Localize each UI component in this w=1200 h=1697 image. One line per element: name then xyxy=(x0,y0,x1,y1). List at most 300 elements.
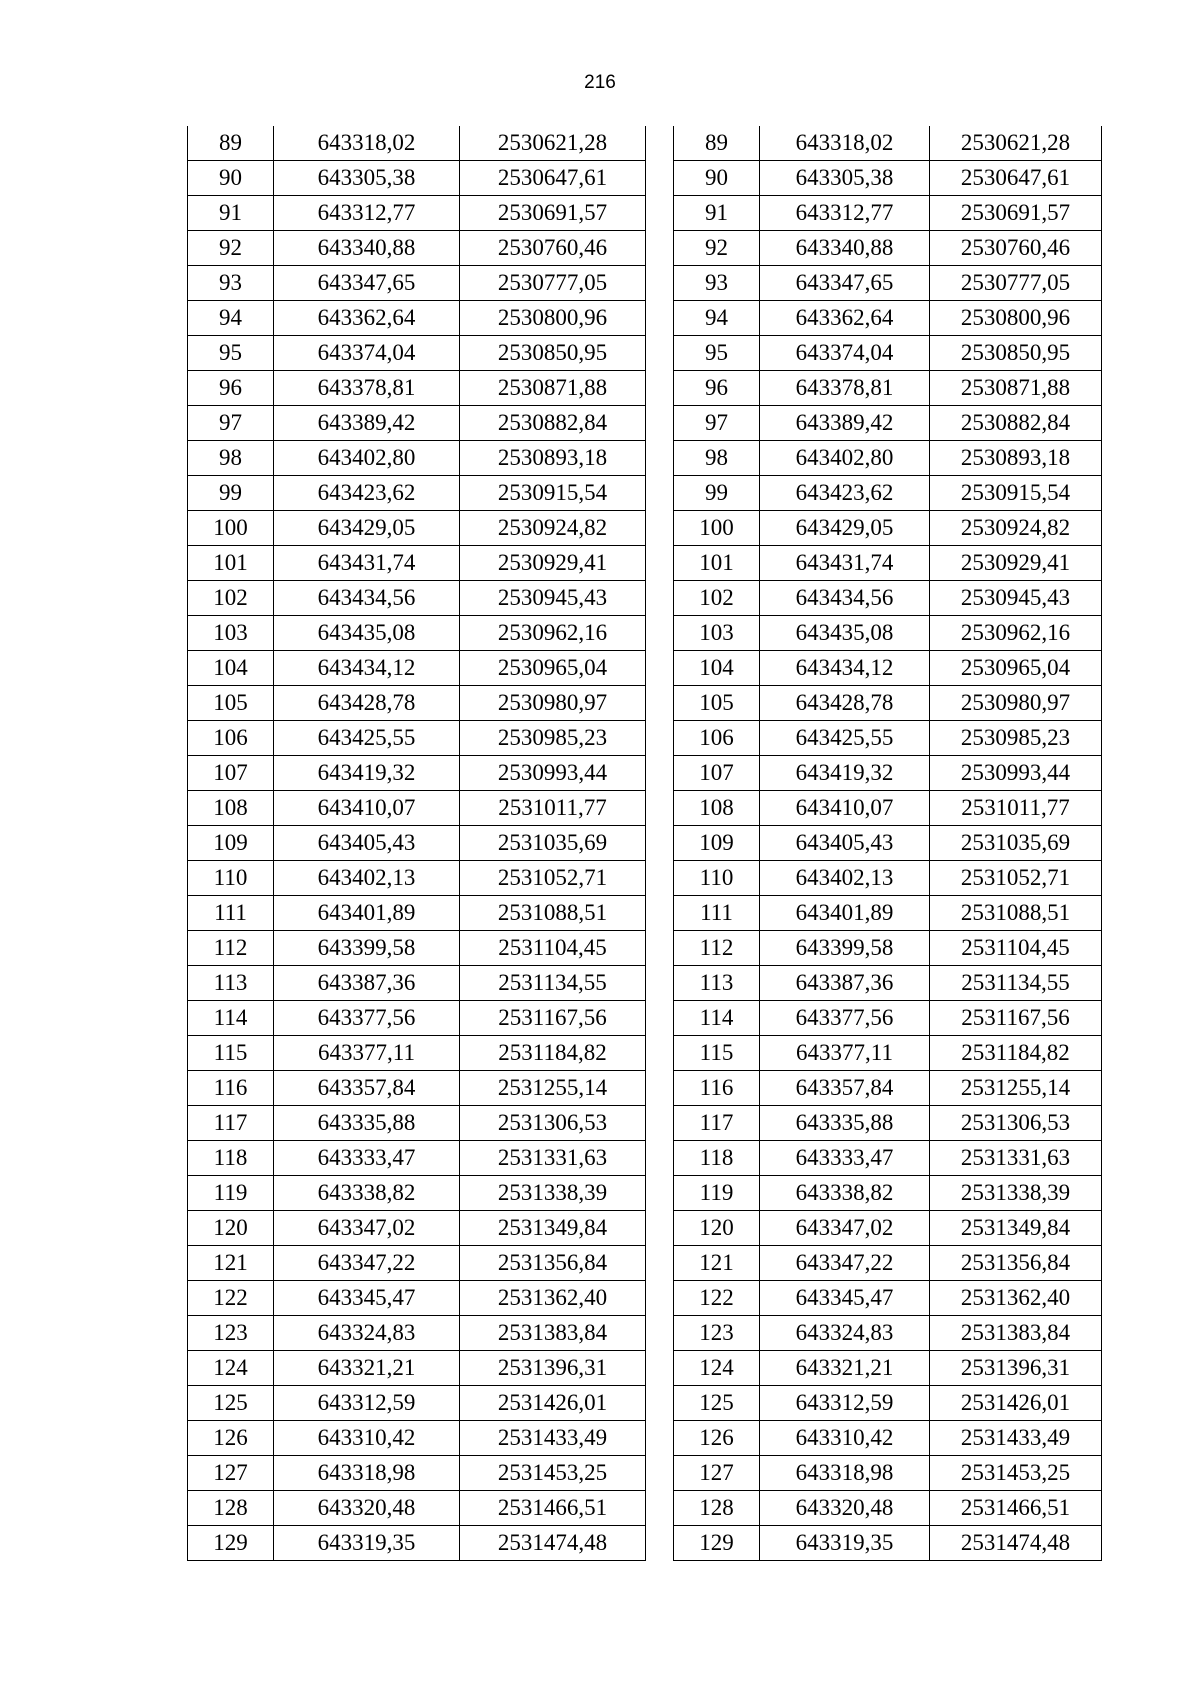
x-coordinate-cell: 643362,64 xyxy=(760,301,930,336)
point-number-cell: 93 xyxy=(674,266,760,301)
point-number-cell: 104 xyxy=(674,651,760,686)
table-row xyxy=(188,651,646,686)
table-row xyxy=(674,756,1102,791)
table-row xyxy=(674,1281,1102,1316)
y-coordinate-cell: 2531426,01 xyxy=(930,1386,1102,1421)
x-coordinate-cell: 643374,04 xyxy=(760,336,930,371)
table-row xyxy=(188,126,646,161)
point-number-cell: 123 xyxy=(674,1316,760,1351)
table-row xyxy=(188,476,646,511)
point-number-cell: 127 xyxy=(188,1456,274,1491)
point-number-cell: 108 xyxy=(188,791,274,826)
y-coordinate-cell: 2530871,88 xyxy=(930,371,1102,406)
y-coordinate-cell: 2531011,77 xyxy=(930,791,1102,826)
y-coordinate-cell: 2530621,28 xyxy=(930,126,1102,161)
point-number-cell: 103 xyxy=(674,616,760,651)
x-coordinate-cell: 643405,43 xyxy=(274,826,460,861)
y-coordinate-cell: 2531255,14 xyxy=(930,1071,1102,1106)
x-coordinate-cell: 643333,47 xyxy=(274,1141,460,1176)
y-coordinate-cell: 2530929,41 xyxy=(460,546,646,581)
table-row xyxy=(188,1246,646,1281)
table-row xyxy=(674,1386,1102,1421)
x-coordinate-cell: 643305,38 xyxy=(274,161,460,196)
table-row xyxy=(188,301,646,336)
table-row xyxy=(188,1351,646,1386)
table-row xyxy=(674,826,1102,861)
point-number-cell: 112 xyxy=(674,931,760,966)
y-coordinate-cell: 2531306,53 xyxy=(930,1106,1102,1141)
y-coordinate-cell: 2530924,82 xyxy=(460,511,646,546)
table-row xyxy=(674,861,1102,896)
table-row xyxy=(188,161,646,196)
x-coordinate-cell: 643431,74 xyxy=(274,546,460,581)
y-coordinate-cell: 2531338,39 xyxy=(460,1176,646,1211)
x-coordinate-cell: 643401,89 xyxy=(760,896,930,931)
point-number-cell: 119 xyxy=(674,1176,760,1211)
point-number-cell: 120 xyxy=(188,1211,274,1246)
y-coordinate-cell: 2530945,43 xyxy=(930,581,1102,616)
x-coordinate-cell: 643428,78 xyxy=(760,686,930,721)
table-row xyxy=(188,1491,646,1526)
x-coordinate-cell: 643321,21 xyxy=(760,1351,930,1386)
table-row xyxy=(188,1141,646,1176)
table-row xyxy=(188,1176,646,1211)
y-coordinate-cell: 2530800,96 xyxy=(930,301,1102,336)
y-coordinate-cell: 2530993,44 xyxy=(460,756,646,791)
y-coordinate-cell: 2530777,05 xyxy=(930,266,1102,301)
table-row xyxy=(674,231,1102,266)
point-number-cell: 111 xyxy=(188,896,274,931)
y-coordinate-cell: 2530915,54 xyxy=(460,476,646,511)
y-coordinate-cell: 2530993,44 xyxy=(930,756,1102,791)
y-coordinate-cell: 2530929,41 xyxy=(930,546,1102,581)
point-number-cell: 93 xyxy=(188,266,274,301)
y-coordinate-cell: 2530691,57 xyxy=(930,196,1102,231)
point-number-cell: 116 xyxy=(674,1071,760,1106)
y-coordinate-cell: 2531433,49 xyxy=(930,1421,1102,1456)
x-coordinate-cell: 643321,21 xyxy=(274,1351,460,1386)
x-coordinate-cell: 643387,36 xyxy=(274,966,460,1001)
table-row xyxy=(188,441,646,476)
point-number-cell: 127 xyxy=(674,1456,760,1491)
x-coordinate-cell: 643410,07 xyxy=(760,791,930,826)
y-coordinate-cell: 2531338,39 xyxy=(930,1176,1102,1211)
point-number-cell: 106 xyxy=(674,721,760,756)
y-coordinate-cell: 2531167,56 xyxy=(460,1001,646,1036)
x-coordinate-cell: 643405,43 xyxy=(760,826,930,861)
x-coordinate-cell: 643378,81 xyxy=(760,371,930,406)
table-row xyxy=(188,511,646,546)
page-number: 216 xyxy=(584,72,616,93)
y-coordinate-cell: 2531331,63 xyxy=(460,1141,646,1176)
y-coordinate-cell: 2531255,14 xyxy=(460,1071,646,1106)
point-number-cell: 114 xyxy=(674,1001,760,1036)
y-coordinate-cell: 2530882,84 xyxy=(930,406,1102,441)
x-coordinate-cell: 643402,80 xyxy=(274,441,460,476)
point-number-cell: 109 xyxy=(188,826,274,861)
table-row xyxy=(674,371,1102,406)
table-row xyxy=(674,1141,1102,1176)
point-number-cell: 107 xyxy=(674,756,760,791)
point-number-cell: 117 xyxy=(188,1106,274,1141)
x-coordinate-cell: 643377,11 xyxy=(760,1036,930,1071)
y-coordinate-cell: 2531331,63 xyxy=(930,1141,1102,1176)
x-coordinate-cell: 643340,88 xyxy=(760,231,930,266)
y-coordinate-cell: 2530800,96 xyxy=(460,301,646,336)
point-number-cell: 126 xyxy=(188,1421,274,1456)
point-number-cell: 90 xyxy=(674,161,760,196)
point-number-cell: 109 xyxy=(674,826,760,861)
table-row xyxy=(674,1491,1102,1526)
x-coordinate-cell: 643338,82 xyxy=(760,1176,930,1211)
y-coordinate-cell: 2531184,82 xyxy=(930,1036,1102,1071)
y-coordinate-cell: 2531466,51 xyxy=(930,1491,1102,1526)
table-row xyxy=(188,1316,646,1351)
x-coordinate-cell: 643319,35 xyxy=(274,1526,460,1561)
y-coordinate-cell: 2531474,48 xyxy=(930,1526,1102,1561)
y-coordinate-cell: 2530985,23 xyxy=(460,721,646,756)
point-number-cell: 128 xyxy=(188,1491,274,1526)
point-number-cell: 125 xyxy=(674,1386,760,1421)
point-number-cell: 102 xyxy=(188,581,274,616)
table-row xyxy=(188,1386,646,1421)
x-coordinate-cell: 643347,22 xyxy=(760,1246,930,1281)
table-row xyxy=(674,1176,1102,1211)
table-row xyxy=(674,616,1102,651)
table-row xyxy=(674,1211,1102,1246)
x-coordinate-cell: 643423,62 xyxy=(760,476,930,511)
point-number-cell: 118 xyxy=(674,1141,760,1176)
point-number-cell: 95 xyxy=(188,336,274,371)
table-row xyxy=(674,406,1102,441)
x-coordinate-cell: 643333,47 xyxy=(760,1141,930,1176)
table-row xyxy=(674,791,1102,826)
y-coordinate-cell: 2531362,40 xyxy=(460,1281,646,1316)
x-coordinate-cell: 643389,42 xyxy=(274,406,460,441)
x-coordinate-cell: 643324,83 xyxy=(274,1316,460,1351)
x-coordinate-cell: 643425,55 xyxy=(760,721,930,756)
table-row xyxy=(188,581,646,616)
point-number-cell: 96 xyxy=(188,371,274,406)
table-row xyxy=(674,1036,1102,1071)
y-coordinate-cell: 2531433,49 xyxy=(460,1421,646,1456)
x-coordinate-cell: 643401,89 xyxy=(274,896,460,931)
point-number-cell: 129 xyxy=(674,1526,760,1561)
point-number-cell: 91 xyxy=(674,196,760,231)
point-number-cell: 122 xyxy=(188,1281,274,1316)
table-row xyxy=(188,371,646,406)
y-coordinate-cell: 2531453,25 xyxy=(930,1456,1102,1491)
point-number-cell: 89 xyxy=(188,126,274,161)
table-row xyxy=(188,721,646,756)
table-row xyxy=(188,756,646,791)
y-coordinate-cell: 2530962,16 xyxy=(460,616,646,651)
x-coordinate-cell: 643419,32 xyxy=(760,756,930,791)
table-row xyxy=(674,161,1102,196)
x-coordinate-cell: 643318,98 xyxy=(274,1456,460,1491)
x-coordinate-cell: 643402,80 xyxy=(760,441,930,476)
x-coordinate-cell: 643429,05 xyxy=(274,511,460,546)
table-row xyxy=(188,1281,646,1316)
table-row xyxy=(674,1246,1102,1281)
table-row xyxy=(188,1211,646,1246)
table-row xyxy=(188,1526,646,1561)
y-coordinate-cell: 2530882,84 xyxy=(460,406,646,441)
x-coordinate-cell: 643377,56 xyxy=(760,1001,930,1036)
y-coordinate-cell: 2530850,95 xyxy=(460,336,646,371)
point-number-cell: 124 xyxy=(674,1351,760,1386)
y-coordinate-cell: 2530760,46 xyxy=(930,231,1102,266)
point-number-cell: 105 xyxy=(188,686,274,721)
point-number-cell: 116 xyxy=(188,1071,274,1106)
x-coordinate-cell: 643399,58 xyxy=(760,931,930,966)
table-row xyxy=(674,581,1102,616)
point-number-cell: 117 xyxy=(674,1106,760,1141)
point-number-cell: 118 xyxy=(188,1141,274,1176)
point-number-cell: 101 xyxy=(188,546,274,581)
table-row xyxy=(188,931,646,966)
x-coordinate-cell: 643318,02 xyxy=(274,126,460,161)
point-number-cell: 98 xyxy=(188,441,274,476)
y-coordinate-cell: 2530871,88 xyxy=(460,371,646,406)
y-coordinate-cell: 2531426,01 xyxy=(460,1386,646,1421)
point-number-cell: 112 xyxy=(188,931,274,966)
x-coordinate-cell: 643378,81 xyxy=(274,371,460,406)
y-coordinate-cell: 2531474,48 xyxy=(460,1526,646,1561)
y-coordinate-cell: 2530962,16 xyxy=(930,616,1102,651)
x-coordinate-cell: 643347,02 xyxy=(274,1211,460,1246)
x-coordinate-cell: 643324,83 xyxy=(760,1316,930,1351)
x-coordinate-cell: 643312,59 xyxy=(760,1386,930,1421)
point-number-cell: 102 xyxy=(674,581,760,616)
y-coordinate-cell: 2530985,23 xyxy=(930,721,1102,756)
x-coordinate-cell: 643402,13 xyxy=(760,861,930,896)
x-coordinate-cell: 643399,58 xyxy=(274,931,460,966)
point-number-cell: 114 xyxy=(188,1001,274,1036)
point-number-cell: 106 xyxy=(188,721,274,756)
y-coordinate-cell: 2531306,53 xyxy=(460,1106,646,1141)
point-number-cell: 122 xyxy=(674,1281,760,1316)
table-row xyxy=(674,511,1102,546)
point-number-cell: 115 xyxy=(188,1036,274,1071)
table-row xyxy=(188,406,646,441)
x-coordinate-cell: 643345,47 xyxy=(274,1281,460,1316)
table-row xyxy=(674,896,1102,931)
table-row xyxy=(188,196,646,231)
x-coordinate-cell: 643429,05 xyxy=(760,511,930,546)
y-coordinate-cell: 2530945,43 xyxy=(460,581,646,616)
coordinates-table-left xyxy=(187,126,646,1561)
table-row xyxy=(188,896,646,931)
point-number-cell: 105 xyxy=(674,686,760,721)
y-coordinate-cell: 2531396,31 xyxy=(930,1351,1102,1386)
y-coordinate-cell: 2531035,69 xyxy=(460,826,646,861)
table-row xyxy=(674,686,1102,721)
x-coordinate-cell: 643310,42 xyxy=(760,1421,930,1456)
table-row xyxy=(674,1526,1102,1561)
y-coordinate-cell: 2531383,84 xyxy=(930,1316,1102,1351)
y-coordinate-cell: 2530893,18 xyxy=(460,441,646,476)
x-coordinate-cell: 643374,04 xyxy=(274,336,460,371)
y-coordinate-cell: 2531052,71 xyxy=(930,861,1102,896)
x-coordinate-cell: 643362,64 xyxy=(274,301,460,336)
y-coordinate-cell: 2531088,51 xyxy=(930,896,1102,931)
table-row xyxy=(674,441,1102,476)
x-coordinate-cell: 643320,48 xyxy=(274,1491,460,1526)
x-coordinate-cell: 643377,11 xyxy=(274,1036,460,1071)
table-row xyxy=(188,336,646,371)
x-coordinate-cell: 643431,74 xyxy=(760,546,930,581)
x-coordinate-cell: 643318,02 xyxy=(760,126,930,161)
table-row xyxy=(674,1071,1102,1106)
y-coordinate-cell: 2530965,04 xyxy=(460,651,646,686)
x-coordinate-cell: 643423,62 xyxy=(274,476,460,511)
x-coordinate-cell: 643357,84 xyxy=(274,1071,460,1106)
table-row xyxy=(188,1421,646,1456)
x-coordinate-cell: 643319,35 xyxy=(760,1526,930,1561)
x-coordinate-cell: 643347,02 xyxy=(760,1211,930,1246)
table-row xyxy=(674,476,1102,511)
point-number-cell: 103 xyxy=(188,616,274,651)
y-coordinate-cell: 2531134,55 xyxy=(930,966,1102,1001)
y-coordinate-cell: 2530924,82 xyxy=(930,511,1102,546)
table-row xyxy=(674,931,1102,966)
point-number-cell: 90 xyxy=(188,161,274,196)
table-row xyxy=(674,126,1102,161)
x-coordinate-cell: 643318,98 xyxy=(760,1456,930,1491)
y-coordinate-cell: 2531035,69 xyxy=(930,826,1102,861)
table-row xyxy=(674,1106,1102,1141)
y-coordinate-cell: 2531466,51 xyxy=(460,1491,646,1526)
y-coordinate-cell: 2530777,05 xyxy=(460,266,646,301)
table-row xyxy=(674,1421,1102,1456)
table-row xyxy=(188,791,646,826)
y-coordinate-cell: 2530980,97 xyxy=(460,686,646,721)
x-coordinate-cell: 643425,55 xyxy=(274,721,460,756)
coordinates-table-right xyxy=(673,126,1102,1561)
y-coordinate-cell: 2531104,45 xyxy=(460,931,646,966)
y-coordinate-cell: 2530893,18 xyxy=(930,441,1102,476)
y-coordinate-cell: 2531134,55 xyxy=(460,966,646,1001)
y-coordinate-cell: 2531349,84 xyxy=(930,1211,1102,1246)
table-row xyxy=(674,966,1102,1001)
x-coordinate-cell: 643335,88 xyxy=(274,1106,460,1141)
x-coordinate-cell: 643347,65 xyxy=(274,266,460,301)
point-number-cell: 120 xyxy=(674,1211,760,1246)
x-coordinate-cell: 643428,78 xyxy=(274,686,460,721)
point-number-cell: 124 xyxy=(188,1351,274,1386)
y-coordinate-cell: 2531011,77 xyxy=(460,791,646,826)
point-number-cell: 97 xyxy=(188,406,274,441)
point-number-cell: 121 xyxy=(188,1246,274,1281)
table-row xyxy=(674,721,1102,756)
point-number-cell: 110 xyxy=(188,861,274,896)
point-number-cell: 123 xyxy=(188,1316,274,1351)
x-coordinate-cell: 643312,77 xyxy=(760,196,930,231)
point-number-cell: 100 xyxy=(674,511,760,546)
x-coordinate-cell: 643389,42 xyxy=(760,406,930,441)
y-coordinate-cell: 2530647,61 xyxy=(460,161,646,196)
point-number-cell: 113 xyxy=(188,966,274,1001)
x-coordinate-cell: 643435,08 xyxy=(760,616,930,651)
table-row xyxy=(188,1456,646,1491)
y-coordinate-cell: 2531167,56 xyxy=(930,1001,1102,1036)
x-coordinate-cell: 643345,47 xyxy=(760,1281,930,1316)
table-row xyxy=(674,1351,1102,1386)
point-number-cell: 89 xyxy=(674,126,760,161)
point-number-cell: 94 xyxy=(674,301,760,336)
table-row xyxy=(188,1106,646,1141)
x-coordinate-cell: 643377,56 xyxy=(274,1001,460,1036)
table-row xyxy=(674,1316,1102,1351)
point-number-cell: 110 xyxy=(674,861,760,896)
table-row xyxy=(674,301,1102,336)
y-coordinate-cell: 2531104,45 xyxy=(930,931,1102,966)
table-row xyxy=(674,196,1102,231)
point-number-cell: 129 xyxy=(188,1526,274,1561)
y-coordinate-cell: 2530691,57 xyxy=(460,196,646,231)
x-coordinate-cell: 643320,48 xyxy=(760,1491,930,1526)
x-coordinate-cell: 643410,07 xyxy=(274,791,460,826)
point-number-cell: 119 xyxy=(188,1176,274,1211)
x-coordinate-cell: 643335,88 xyxy=(760,1106,930,1141)
y-coordinate-cell: 2531349,84 xyxy=(460,1211,646,1246)
point-number-cell: 107 xyxy=(188,756,274,791)
point-number-cell: 125 xyxy=(188,1386,274,1421)
y-coordinate-cell: 2530647,61 xyxy=(930,161,1102,196)
table-row xyxy=(674,336,1102,371)
y-coordinate-cell: 2530915,54 xyxy=(930,476,1102,511)
x-coordinate-cell: 643340,88 xyxy=(274,231,460,266)
point-number-cell: 126 xyxy=(674,1421,760,1456)
table-row xyxy=(188,231,646,266)
point-number-cell: 96 xyxy=(674,371,760,406)
x-coordinate-cell: 643387,36 xyxy=(760,966,930,1001)
point-number-cell: 95 xyxy=(674,336,760,371)
table-row xyxy=(188,546,646,581)
table-row xyxy=(188,266,646,301)
x-coordinate-cell: 643347,22 xyxy=(274,1246,460,1281)
x-coordinate-cell: 643402,13 xyxy=(274,861,460,896)
table-row xyxy=(188,1071,646,1106)
point-number-cell: 92 xyxy=(674,231,760,266)
point-number-cell: 98 xyxy=(674,441,760,476)
y-coordinate-cell: 2530965,04 xyxy=(930,651,1102,686)
table-row xyxy=(188,686,646,721)
point-number-cell: 99 xyxy=(674,476,760,511)
y-coordinate-cell: 2531396,31 xyxy=(460,1351,646,1386)
x-coordinate-cell: 643338,82 xyxy=(274,1176,460,1211)
point-number-cell: 108 xyxy=(674,791,760,826)
x-coordinate-cell: 643434,12 xyxy=(760,651,930,686)
point-number-cell: 111 xyxy=(674,896,760,931)
y-coordinate-cell: 2531453,25 xyxy=(460,1456,646,1491)
x-coordinate-cell: 643357,84 xyxy=(760,1071,930,1106)
table-row xyxy=(188,861,646,896)
y-coordinate-cell: 2531088,51 xyxy=(460,896,646,931)
y-coordinate-cell: 2531362,40 xyxy=(930,1281,1102,1316)
point-number-cell: 94 xyxy=(188,301,274,336)
y-coordinate-cell: 2531383,84 xyxy=(460,1316,646,1351)
x-coordinate-cell: 643310,42 xyxy=(274,1421,460,1456)
point-number-cell: 113 xyxy=(674,966,760,1001)
table-row xyxy=(674,266,1102,301)
point-number-cell: 91 xyxy=(188,196,274,231)
x-coordinate-cell: 643312,77 xyxy=(274,196,460,231)
y-coordinate-cell: 2531184,82 xyxy=(460,1036,646,1071)
table-row xyxy=(188,1001,646,1036)
point-number-cell: 121 xyxy=(674,1246,760,1281)
